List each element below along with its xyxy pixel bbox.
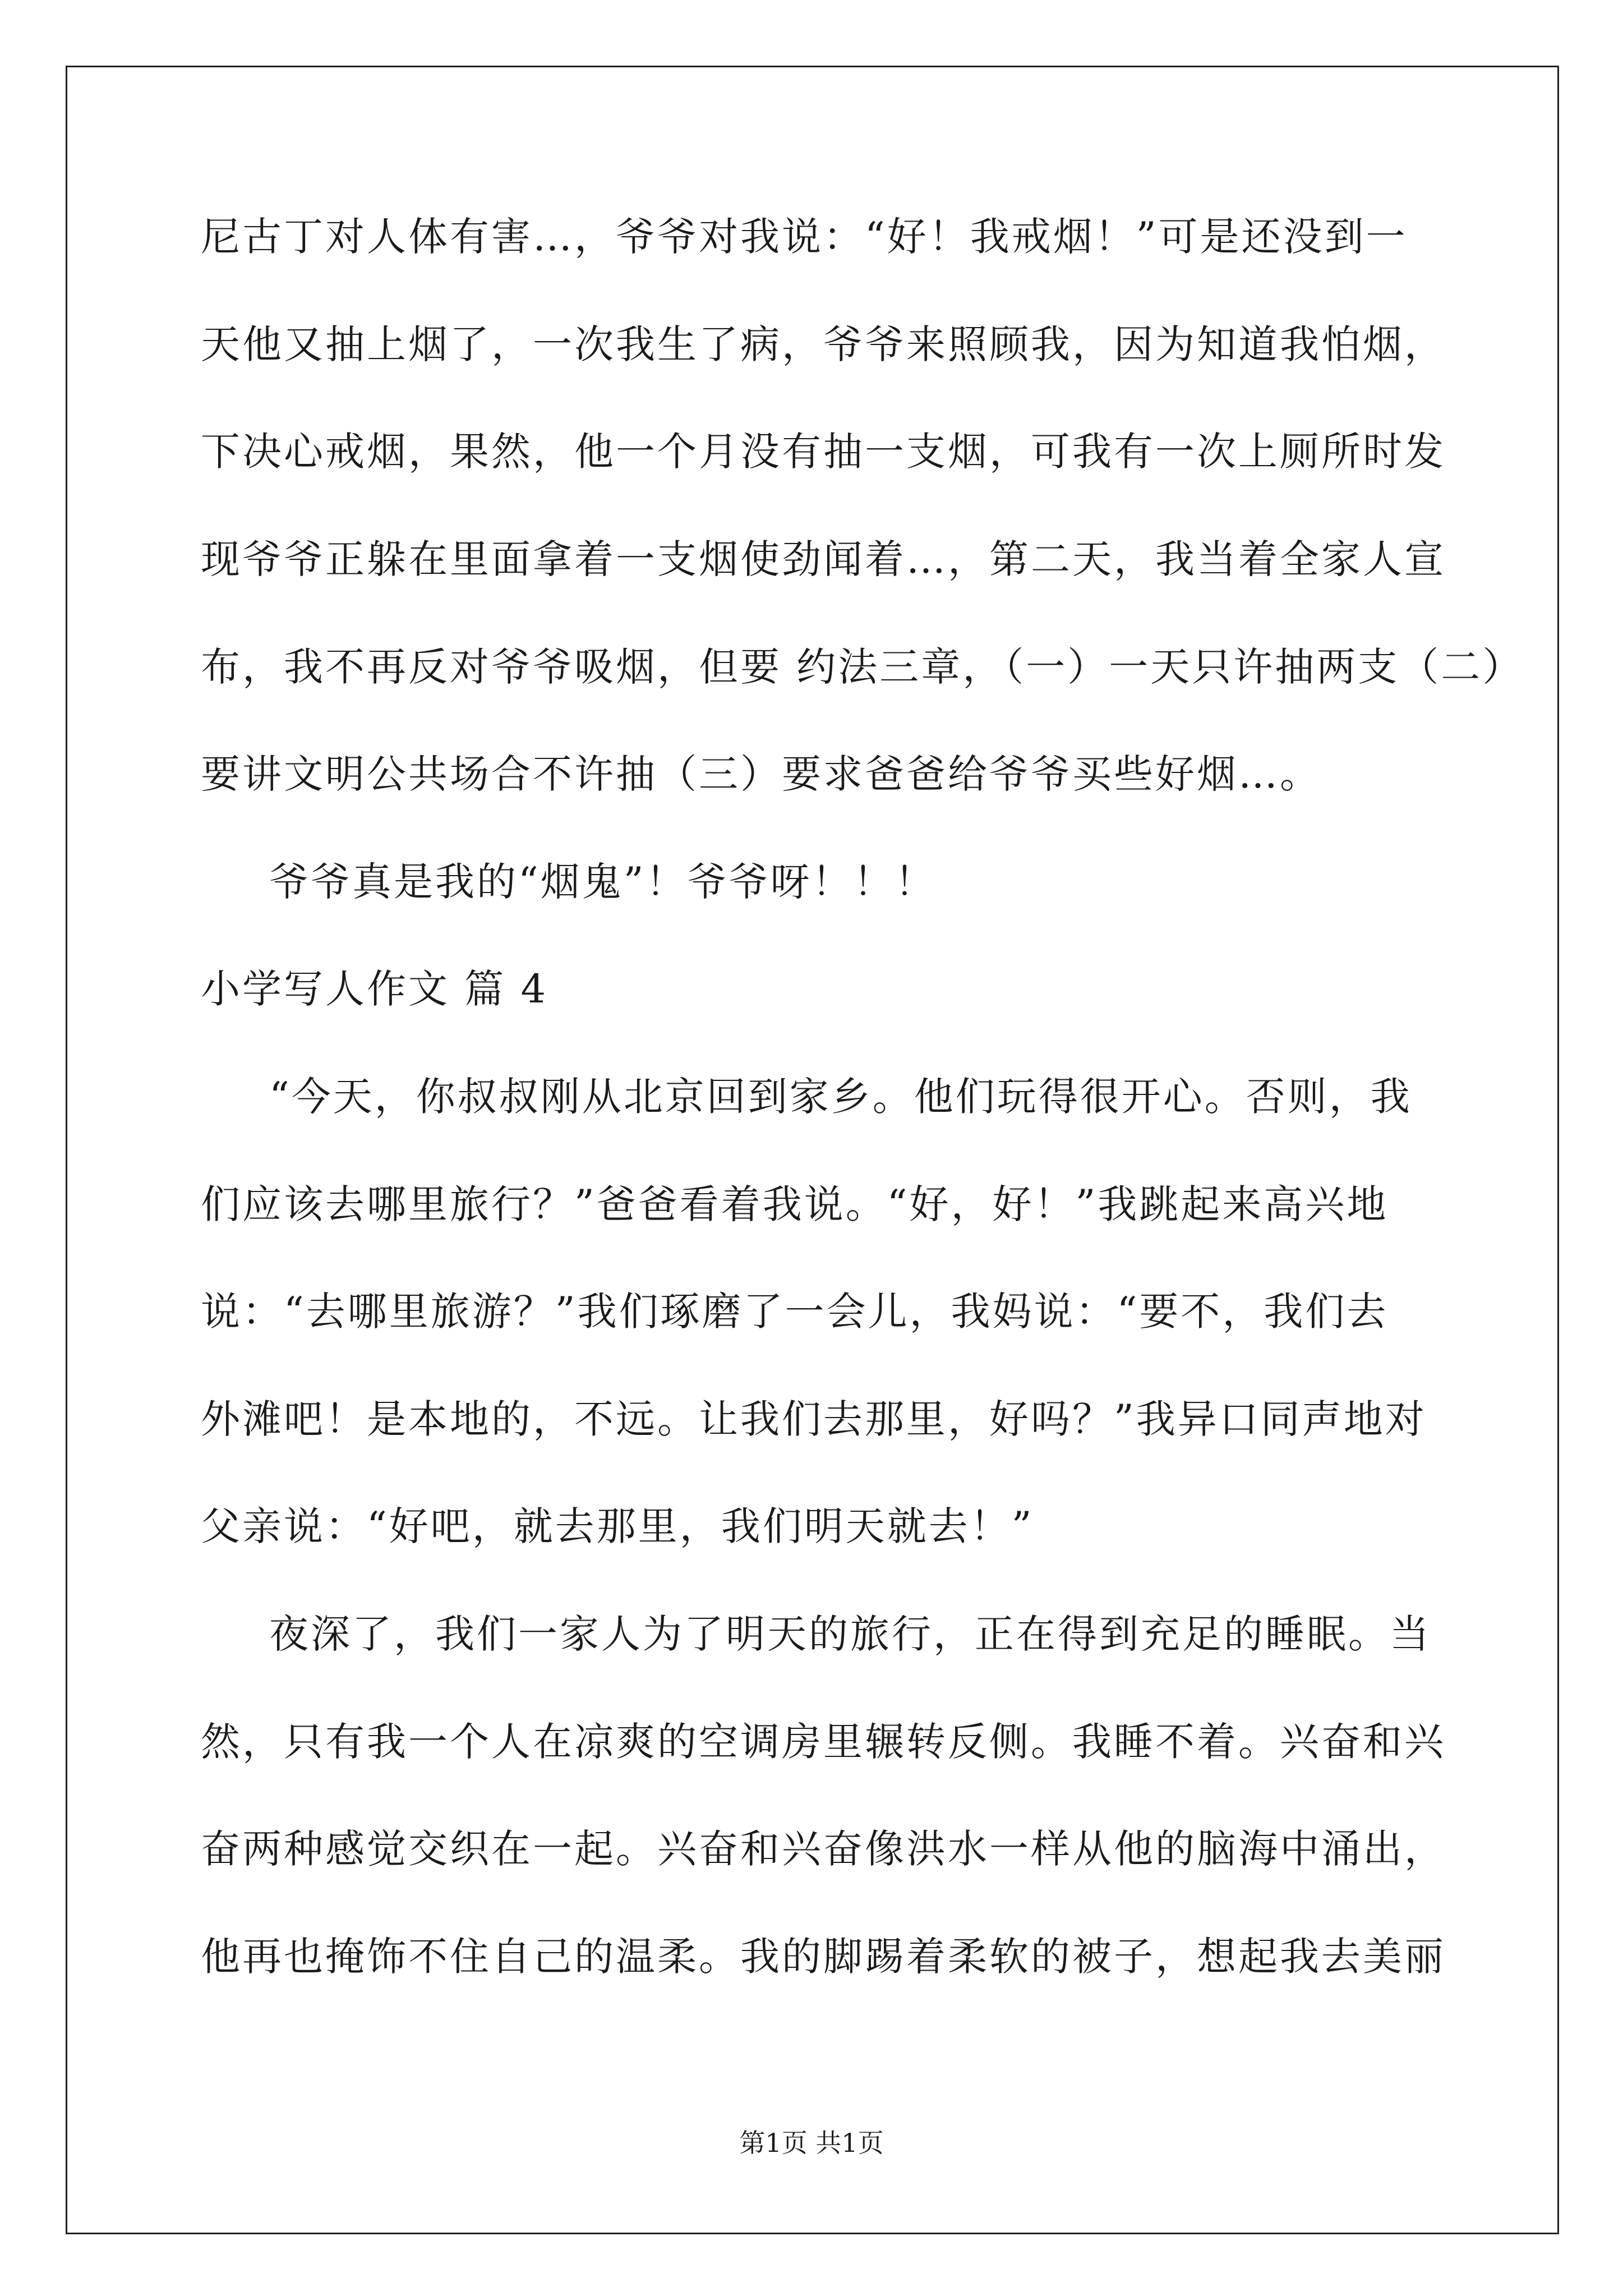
text-line: 布，我不再反对爷爷吸烟，但要 约法三章，（一）一天只许抽两支（二） [201, 644, 1524, 690]
text-line: 要讲文明公共场合不许抽（三）要求爸爸给爷爷买些好烟…。 [201, 751, 1321, 797]
text-line: 尼古丁对人体有害…，爷爷对我说：“好！我戒烟！”可是还没到一 [201, 214, 1408, 260]
text-line: 然，只有我一个人在凉爽的空调房里辗转反侧。我睡不着。兴奋和兴 [201, 1719, 1446, 1765]
section-heading: 小学写人作文 篇 4 [201, 966, 548, 1012]
text-line: 下决心戒烟，果然，他一个月没有抽一支烟，可我有一次上厕所时发 [201, 429, 1446, 475]
text-line: 奋两种感觉交织在一起。兴奋和兴奋像洪水一样从他的脑海中涌出， [201, 1826, 1446, 1872]
paragraph-line: “今天，你叔叔刚从北京回到家乡。他们玩得很开心。否则，我 [269, 1074, 1412, 1120]
text-line: 天他又抽上烟了，一次我生了病，爷爷来照顾我，因为知道我怕烟， [201, 321, 1446, 367]
text-line: 外滩吧！是本地的，不远。让我们去那里，好吗？”我异口同声地对 [201, 1396, 1427, 1442]
text-line: 父亲说：“好吧，就去那里，我们明天就去！” [201, 1503, 1034, 1549]
text-line: 们应该去哪里旅行？”爸爸看着我说。“好，好！”我跳起来高兴地 [201, 1181, 1389, 1227]
text-line: 他再也掩饰不住自己的温柔。我的脚踢着柔软的被子，想起我去美丽 [201, 1934, 1446, 1980]
page-border [66, 66, 1559, 2234]
text-line: 说：“去哪里旅游？”我们琢磨了一会儿，我妈说：“要不，我们去 [201, 1289, 1389, 1335]
text-line: 现爷爷正躲在里面拿着一支烟使劲闻着…，第二天，我当着全家人宣 [201, 536, 1446, 582]
paragraph-line: 夜深了，我们一家人为了明天的旅行，正在得到充足的睡眠。当 [269, 1611, 1431, 1657]
page-footer: 第1页 共1页 [739, 2128, 884, 2158]
paragraph-line: 爷爷真是我的“烟鬼”！爷爷呀！！！ [269, 859, 937, 905]
